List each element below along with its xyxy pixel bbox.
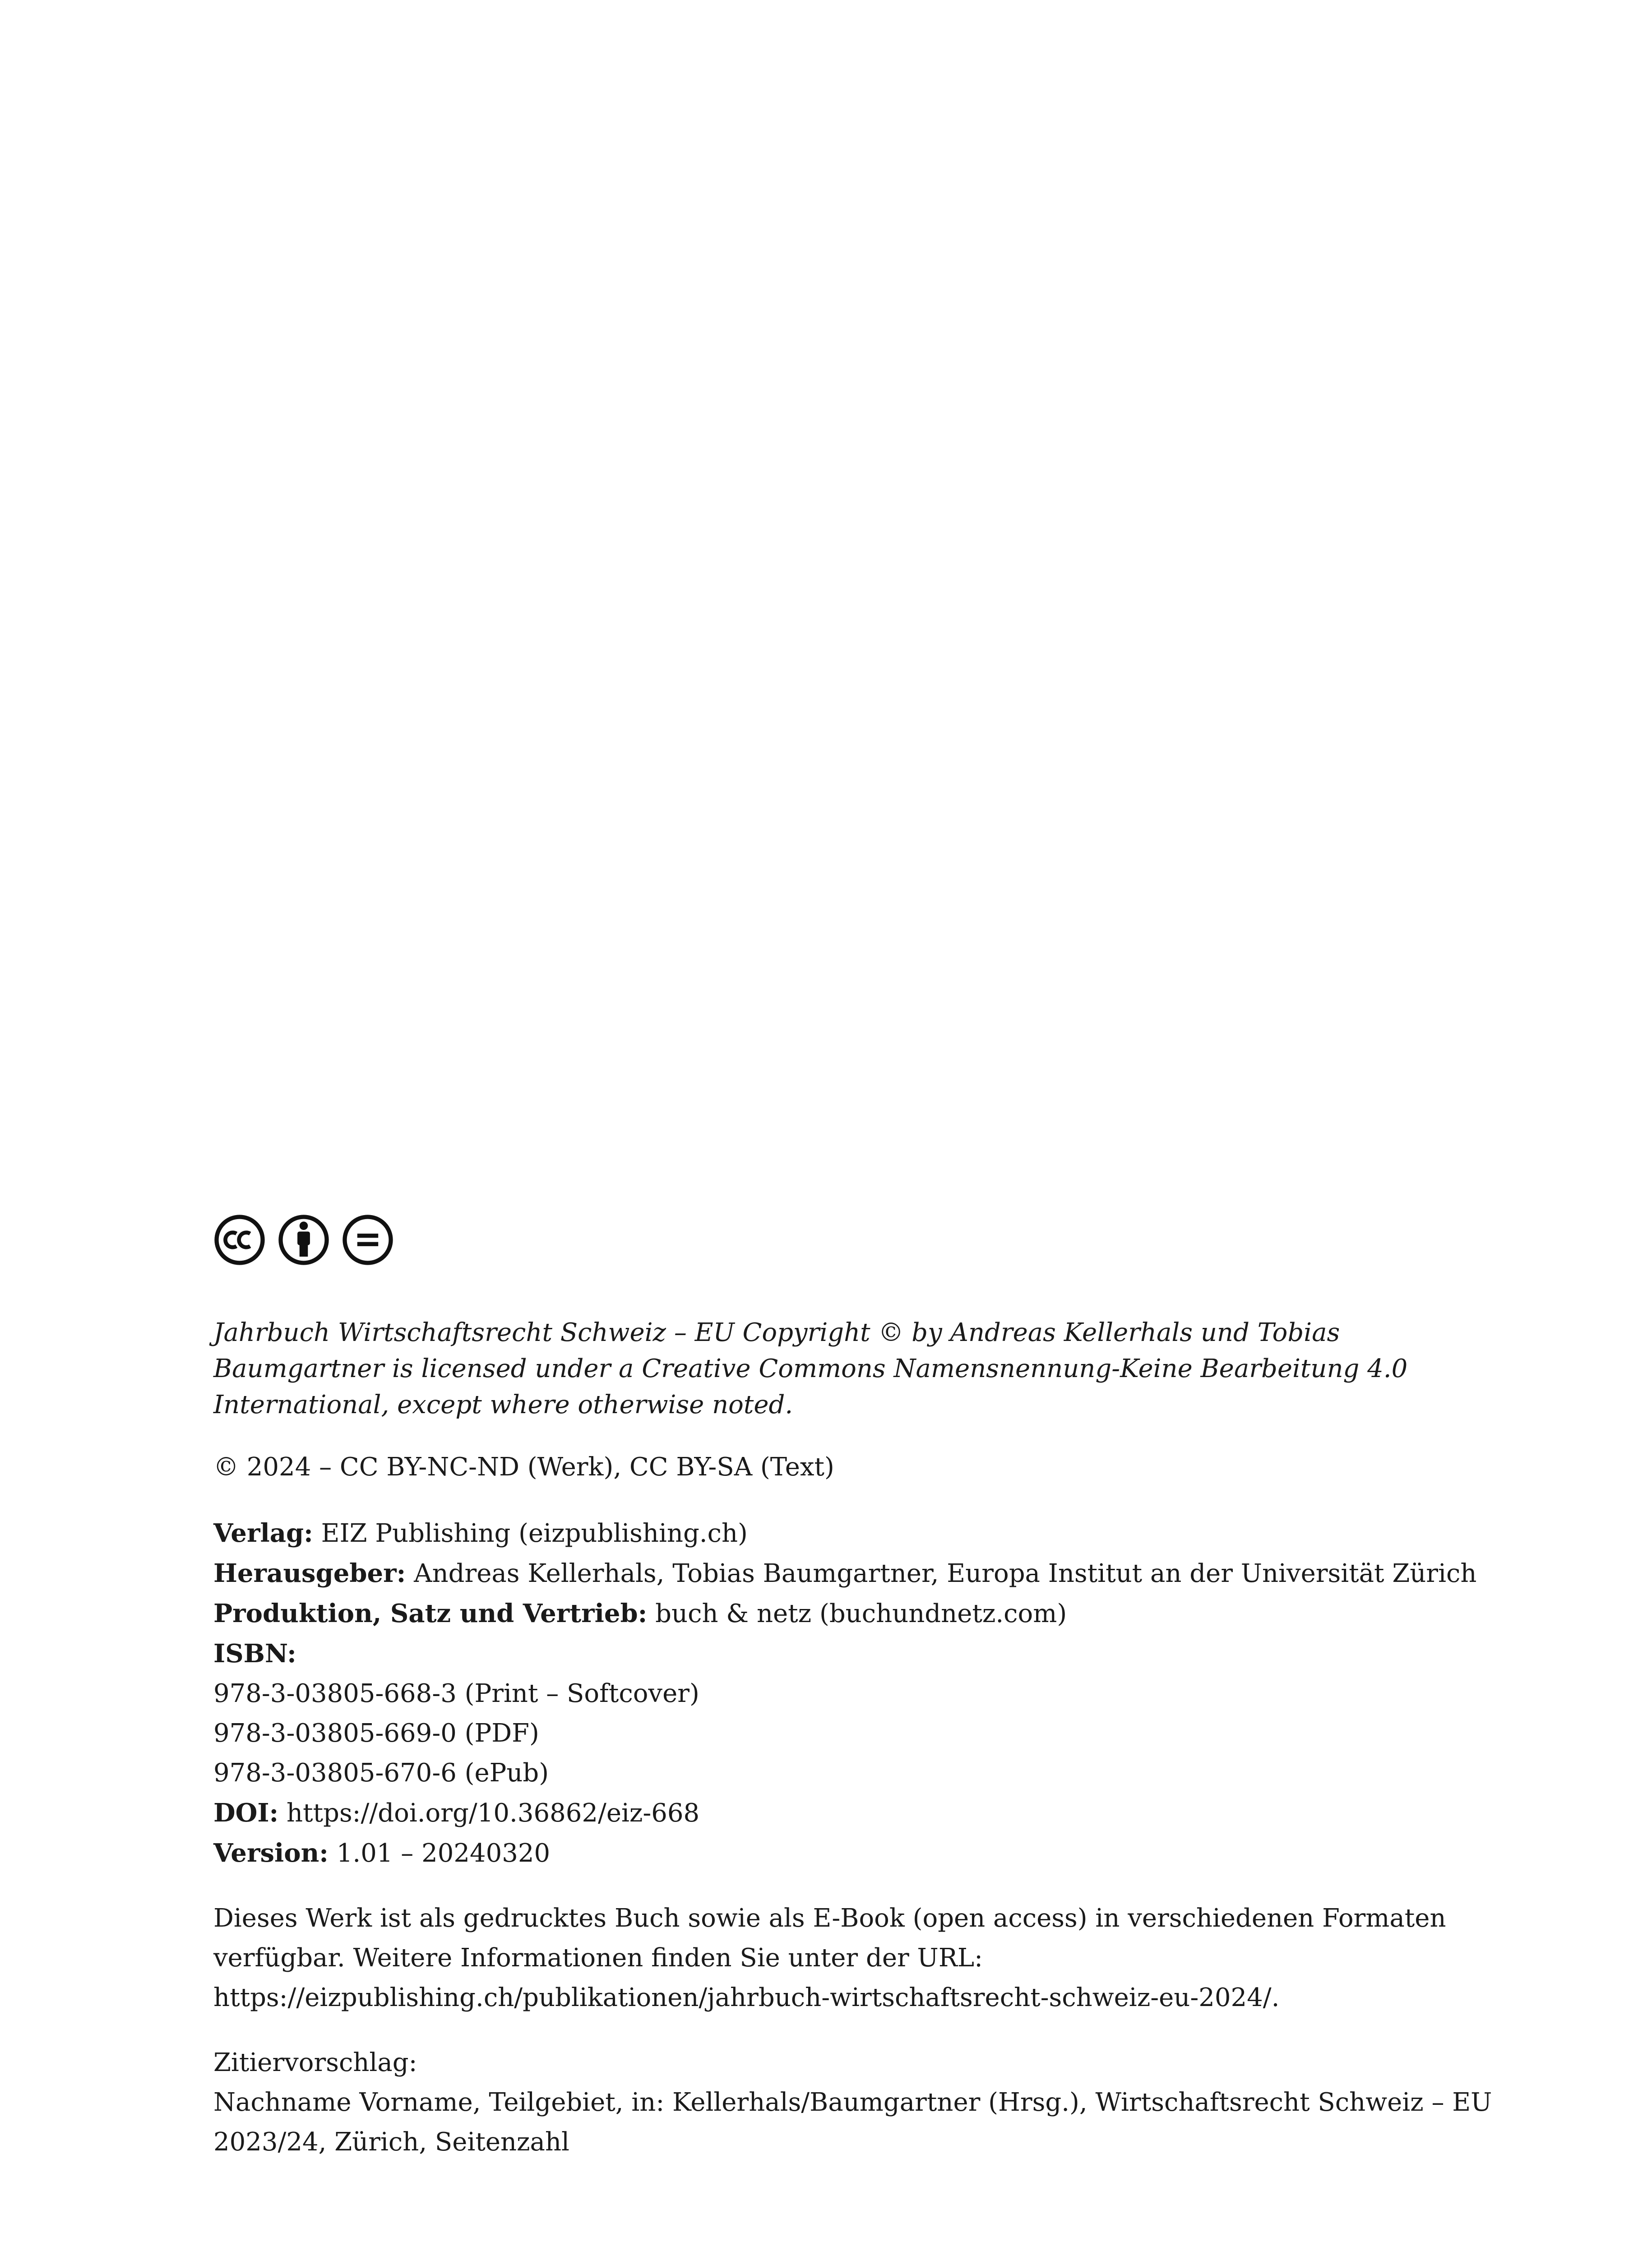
version-label: Version:: [213, 1838, 329, 1868]
doi-value: https://doi.org/10.36862/eiz-668: [278, 1798, 700, 1828]
doi-label: DOI:: [213, 1798, 279, 1828]
license-statement: Jahrbuch Wirtschaftsrecht Schweiz – EU Copyright © by Andreas Kellerhals und Tobias Baumgartner is licensed under a Creative Commons Namensnennung-Keine Bearbeitung 4.0 International, except where otherwise noted.: [213, 1318, 1408, 1419]
publisher-label: Verlag:: [213, 1518, 313, 1548]
production-value: buch & netz (buchundnetz.com): [647, 1599, 1067, 1628]
publication-metadata: [213, 1513, 1477, 1873]
editors-row: [213, 1553, 1477, 1594]
isbn-print: 978-3-03805-668-3 (Print – Softcover): [213, 1679, 699, 1708]
cc-icon: [213, 1214, 266, 1266]
nd-no-derivatives-icon: [342, 1214, 394, 1266]
availability-note: [213, 1899, 1459, 2018]
version-row: [213, 1833, 1459, 1873]
publisher-row: [213, 1513, 1459, 1553]
production-label: Produktion, Satz und Vertrieb:: [213, 1599, 648, 1628]
availability-line: verfügbar. Weitere Informationen finden Sie unter der URL:: [213, 1943, 983, 1973]
editors-value: Andreas Kellerhals, Tobias Baumgartner, Europa Institut an der Universität Zürich: [406, 1559, 1477, 1588]
by-attribution-icon: [278, 1214, 330, 1266]
citation-suggestion: [213, 2043, 1492, 2162]
version-value: 1.01 – 20240320: [328, 1839, 551, 1868]
isbn-pdf: 978-3-03805-669-0 (PDF): [213, 1719, 539, 1748]
publisher-value: EIZ Publishing (eizpublishing.ch): [313, 1519, 748, 1548]
isbn-row: [213, 1634, 1459, 1674]
availability-line: Dieses Werk ist als gedrucktes Buch sowie als E-Book (open access) in verschiedenen Formaten: [213, 1904, 1446, 1933]
isbn-epub: 978-3-03805-670-6 (ePub): [213, 1758, 549, 1788]
doi-row: [213, 1793, 1459, 1833]
availability-url: https://eizpublishing.ch/publikationen/jahrbuch-wirtschaftsrecht-schweiz-eu-2024/.: [213, 1983, 1280, 2012]
license-badges: [213, 1214, 1459, 1266]
citation-line: 2023/24, Zürich, Seitenzahl: [213, 2127, 569, 2157]
production-row: [213, 1594, 1459, 1634]
citation-label: Zitiervorschlag:: [213, 2048, 417, 2077]
imprint-block: [213, 1214, 1492, 2162]
citation-line: Nachname Vorname, Teilgebiet, in: Kellerhals/Baumgartner (Hrsg.), Wirtschaftsrecht Schweiz – EU: [213, 2088, 1492, 2117]
editors-label: Herausgeber:: [213, 1558, 406, 1588]
isbn-label: ISBN:: [213, 1639, 296, 1669]
copyright-line: © 2024 – CC BY-NC-ND (Werk), CC BY-SA (Text): [213, 1452, 834, 1482]
